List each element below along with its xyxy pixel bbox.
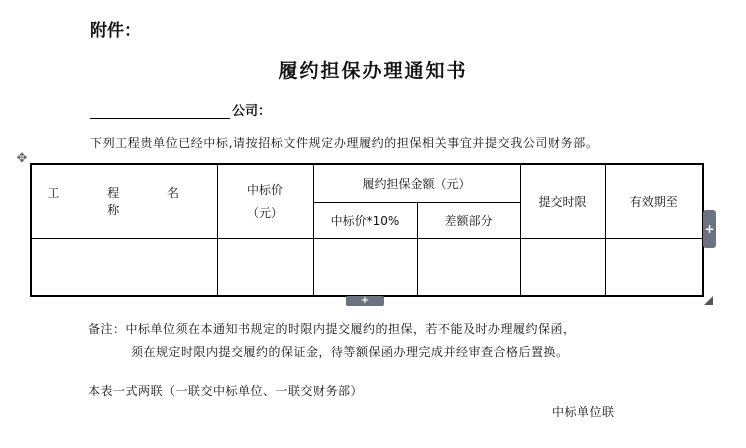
company-line [90,100,271,119]
company-name-blank[interactable] [90,104,230,119]
header-valid-until: 有效期至 [605,164,703,238]
signer-label: 中标单位联 [552,405,615,419]
copies-note: 本表一式两联（一联交中标单位、一联交财务部） [88,384,364,398]
cell-valid-until[interactable] [605,238,703,296]
cell-bid-price[interactable] [217,238,313,296]
note-line-2: 须在规定时限内提交履约的保证金，待等额保函办理完成并经审查合格后置换。 [131,345,569,359]
subheader-difference: 差额部分 [417,202,520,238]
header-guarantee-amount: 履约担保金额（元） [313,164,520,202]
header-bid-price-label: 中标价 [246,183,283,198]
add-column-icon[interactable]: + [703,210,716,248]
table-header-row [31,164,703,202]
company-suffix: 公司： [232,104,272,119]
table-resize-handle-icon[interactable] [704,296,713,305]
subheader-ten-percent: 中标价*10% [313,202,417,238]
cell-ten-percent[interactable] [313,238,417,296]
table-row [31,238,703,296]
guarantee-table [30,163,704,297]
cell-project-name[interactable] [31,238,217,296]
attachment-label: 附件： [90,21,141,41]
header-project-name: 工 程 名 称 [31,164,217,238]
note-line-1: 备注：中标单位须在本通知书规定的时限内提交履约的担保，若不能及时办理履约保函， [88,322,576,336]
table-move-handle-icon[interactable]: ✥ [16,151,28,166]
header-submit-deadline: 提交时限 [520,164,605,238]
header-bid-price-unit: （元） [246,206,283,221]
document-title: 履约担保办理通知书 [278,60,468,82]
intro-text: 下列工程贵单位已经中标,请按招标文件规定办理履约的担保相关事宜并提交我公司财务部。 [90,136,599,150]
header-bid-price [217,164,313,238]
cell-submit-deadline[interactable] [520,238,605,296]
add-row-icon[interactable]: + [346,296,384,306]
cell-difference[interactable] [417,238,520,296]
